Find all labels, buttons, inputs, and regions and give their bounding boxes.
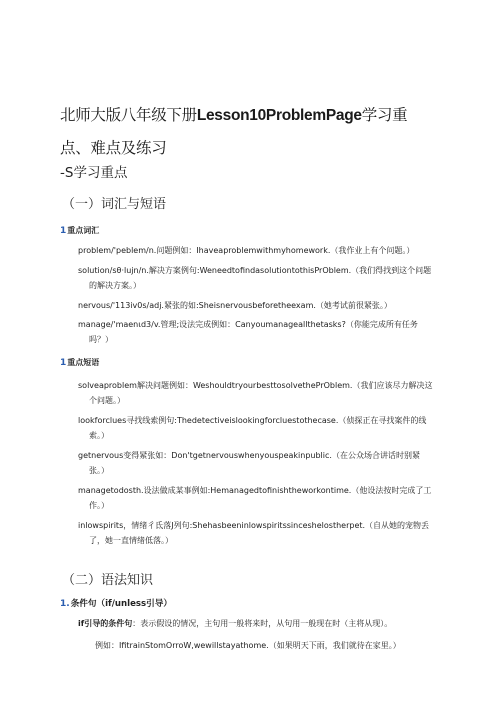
title-cn-part2: 学习重 bbox=[361, 106, 408, 124]
vocab-line: manage/'maenιd3/v.管理;设法完成例如：Canyoumanageallthetasks?（你能完成所有任务 bbox=[78, 320, 418, 329]
label-text: 条件句（if/unless引导） bbox=[70, 599, 172, 609]
phrase-line: solveaproblem解决问题例如：WeshouldtryourbesttosolvethePrOblem.（我们应该尽力解决这 bbox=[78, 381, 433, 390]
vocab-item bbox=[78, 298, 453, 313]
document-title bbox=[60, 99, 460, 164]
label-key-vocabulary bbox=[60, 225, 99, 236]
title-line2: 点、难点及练习 bbox=[60, 139, 167, 157]
phrase-line: inlowspirits，情绪彳氐落J列句:Shehasbeeninlowspiritssinceshelostherpet.（自从她的宠物丢 bbox=[78, 521, 430, 530]
phrase-line: managetodosth.设法做成某事例如:Hemanagedtofinishtheworkontime.（他设法按时完成了工 bbox=[78, 486, 432, 495]
phrase-item bbox=[78, 378, 453, 408]
phrase-line-cont: 了，她一直情绪低落。） bbox=[89, 536, 173, 545]
vocab-line: problem/'peblem/n.问题例如：Ihaveaproblemwithmyhomework.（我作业上有个问题。） bbox=[78, 246, 415, 255]
label-number: 1 bbox=[60, 358, 67, 368]
phrase-line: lookforclues寻找线索例句:Thedetectiveislookingforcluestothecase.（侦探正在寻找案件的线 bbox=[78, 416, 427, 425]
label-number: 1 bbox=[60, 226, 67, 236]
phrase-line-cont: 个问题。） bbox=[89, 396, 125, 405]
grammar-term: if引导的条件句 bbox=[78, 619, 133, 628]
vocab-line-cont: 吗？） bbox=[89, 335, 113, 344]
title-cn-part1: 北师大版八年级下册 bbox=[60, 106, 197, 124]
section-heading-study-points: -S学习重点 bbox=[60, 165, 128, 181]
vocab-line: solution/sθ·lujn/n.解决方案例句:WeneedtofindasolutiontothisPrOblem.（我们得找到这个问题 bbox=[78, 266, 432, 275]
grammar-text: ：表示假设的情况，主句用一般将来时，从句用一般现在时（主将从现）。 bbox=[132, 619, 393, 628]
vocab-item bbox=[78, 243, 453, 258]
title-latin-part: Lesson10ProblemPage bbox=[196, 107, 362, 124]
phrase-item bbox=[78, 448, 453, 478]
label-text: 重点词汇 bbox=[67, 226, 100, 235]
subheading-vocab-phrases: （一）词汇与短语 bbox=[62, 197, 167, 212]
label-number: 1. bbox=[60, 599, 70, 609]
vocab-line-cont: 的解决方案。） bbox=[89, 281, 141, 290]
phrase-line: getnervous变得紧张如：Don'tgetnervouswhenyouspeakinpublic.（在公众场合讲话时别紧 bbox=[78, 451, 420, 460]
phrase-line-cont: 索。） bbox=[89, 431, 109, 440]
phrase-item bbox=[78, 483, 453, 513]
phrase-item bbox=[78, 413, 453, 443]
phrase-line-cont: 作。） bbox=[89, 501, 109, 510]
phrase-item bbox=[78, 518, 453, 548]
grammar-example: 例如：IfitrainStomOrroW,wewillstayathome.（如果明天下雨，我们就待在家里。） bbox=[95, 641, 401, 650]
vocab-item bbox=[78, 263, 453, 293]
subheading-grammar: （二）语法知识 bbox=[62, 573, 154, 588]
label-key-phrases bbox=[60, 357, 99, 368]
label-text: 重点短语 bbox=[67, 358, 100, 367]
vocab-item bbox=[78, 317, 453, 347]
grammar-explanation bbox=[78, 618, 458, 629]
vocab-line: nervous/'113iv0s/adj.紧张的如:Sheisnervousbeforetheexam.（她考试前很紧张。） bbox=[78, 301, 392, 310]
phrase-line-cont: 张。） bbox=[89, 466, 109, 475]
label-conditional-clauses bbox=[60, 597, 172, 609]
